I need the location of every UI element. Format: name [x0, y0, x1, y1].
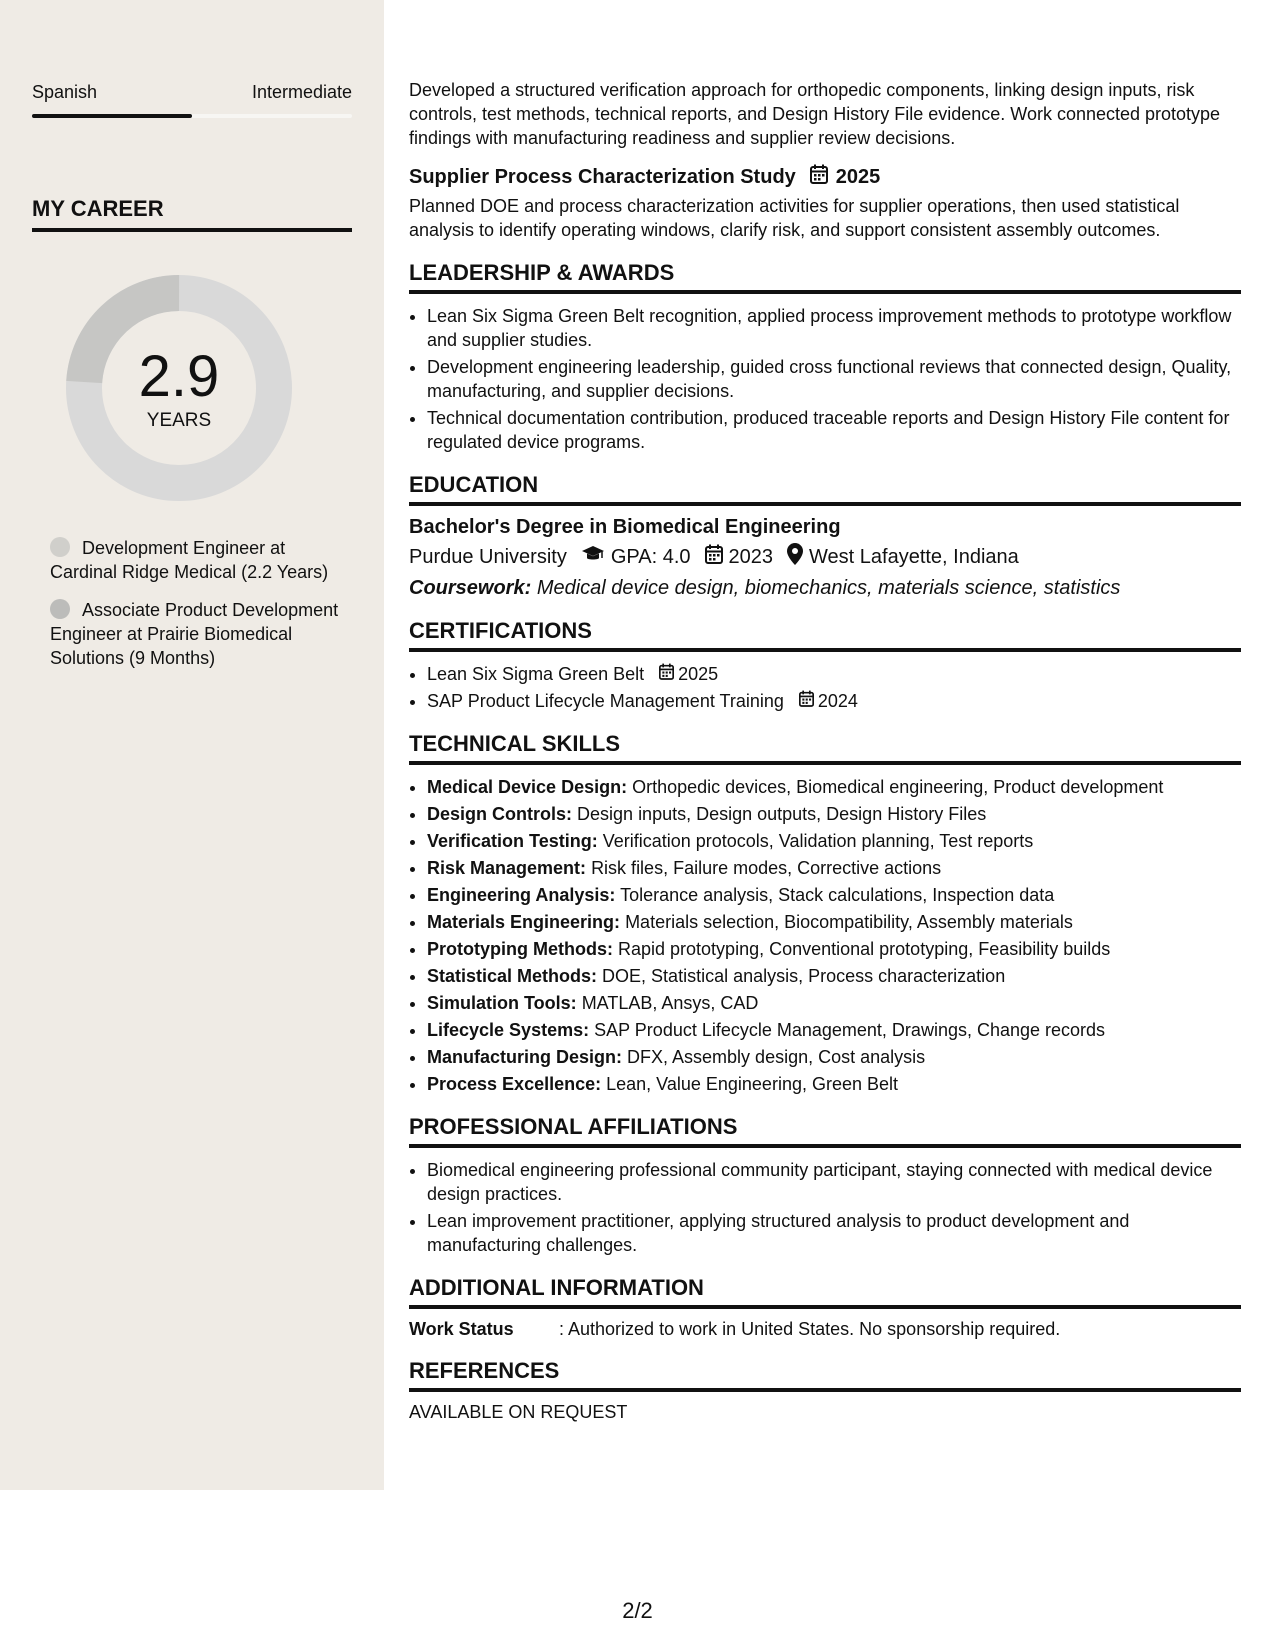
language-name: Spanish [32, 82, 98, 102]
career-legend-dot [50, 537, 70, 557]
sidebar [0, 0, 384, 1490]
education-year: 2023 [728, 545, 774, 568]
skill-value: Lean, Value Engineering, Green Belt [606, 1074, 899, 1094]
language-level: Intermediate [251, 82, 352, 102]
skill-label: Risk Management: [427, 858, 587, 878]
coursework-label: Coursework: [409, 577, 532, 599]
language-proficiency-bar [32, 114, 352, 118]
skill-value: Rapid prototyping, Conventional prototyping, Feasibility builds [618, 939, 1111, 959]
skill-label: Prototyping Methods: [427, 939, 613, 959]
list-item [427, 910, 1241, 934]
skill-value: Design inputs, Design outputs, Design History Files [577, 804, 987, 824]
certifications-heading: CERTIFICATIONS [409, 618, 1241, 652]
list-item [427, 802, 1241, 826]
certifications-list [409, 662, 1241, 713]
list-item: • Lean improvement practitioner, applying structured analysis to product development and manufacturing challenges. [427, 1209, 1241, 1257]
skills-list [409, 775, 1241, 1096]
skill-label: Design Controls: [427, 804, 573, 824]
skill-value: Orthopedic devices, Biomedical engineering, Product development [632, 777, 1164, 797]
skill-value: SAP Product Lifecycle Management, Drawings, Change records [594, 1020, 1106, 1040]
skill-label: Materials Engineering: [427, 912, 621, 932]
leadership-heading: LEADERSHIP & AWARDS [409, 260, 1241, 294]
list-item [427, 829, 1241, 853]
project-description: Planned DOE and process characterization activities for supplier operations, then used statistical analysis to identify operating windows, clarify risk, and support consistent assembly outcomes. [409, 196, 1180, 240]
career-item-text: Development Engineer at Cardinal Ridge Medical (2.2 Years) [50, 538, 329, 582]
skill-label: Lifecycle Systems: [427, 1020, 590, 1040]
calendar-icon [659, 662, 674, 686]
affiliations-list [409, 1158, 1241, 1257]
language-proficiency-fill [32, 114, 192, 118]
list-item [427, 662, 1241, 686]
affiliations-heading: PROFESSIONAL AFFILIATIONS [409, 1114, 1241, 1148]
skill-value: MATLAB, Ansys, CAD [581, 993, 759, 1013]
references-heading: REFERENCES [409, 1358, 1241, 1392]
project-year: 2025 [835, 165, 881, 188]
references-text: AVAILABLE ON REQUEST [409, 1402, 628, 1422]
skill-value: Tolerance analysis, Stack calculations, Inspection data [620, 885, 1055, 905]
skill-value: Materials selection, Biocompatibility, Assembly materials [625, 912, 1073, 932]
certification-name: Lean Six Sigma Green Belt [427, 664, 645, 684]
skill-label: Simulation Tools: [427, 993, 577, 1013]
list-item [427, 937, 1241, 961]
certification-name: SAP Product Lifecycle Management Training [427, 691, 784, 711]
project-title: Supplier Process Characterization Study [409, 165, 796, 188]
coursework [409, 577, 1241, 600]
additional-info-heading: ADDITIONAL INFORMATION [409, 1275, 1241, 1309]
main-content [409, 78, 1241, 1423]
coursework-value: Medical device design, biomechanics, materials science, statistics [536, 577, 1121, 599]
career-item-text: Associate Product Development Engineer at Prairie Biomedical Solutions (9 Months) [50, 600, 339, 668]
career-item [50, 536, 340, 584]
work-status-value: : Authorized to work in United States. No sponsorship required. [559, 1319, 1061, 1339]
map-pin-icon [787, 543, 803, 571]
work-status-row [409, 1319, 1241, 1340]
list-item [427, 775, 1241, 799]
skill-value: DFX, Assembly design, Cost analysis [627, 1047, 926, 1067]
graduation-cap-icon [581, 545, 605, 569]
education-degree: Bachelor's Degree in Biomedical Engineering [409, 516, 841, 538]
list-item: • Lean Six Sigma Green Belt recognition, applied process improvement methods to prototype workflow and supplier studies. [427, 304, 1241, 352]
certification-year: 2025 [678, 664, 719, 684]
skill-label: Medical Device Design: [427, 777, 628, 797]
leadership-list [409, 304, 1241, 454]
total-years-value: 2.9 [138, 344, 220, 409]
work-status-label: Work Status [409, 1319, 514, 1339]
list-item [427, 991, 1241, 1015]
skill-value: DOE, Statistical analysis, Process characterization [602, 966, 1006, 986]
career-heading: MY CAREER [32, 196, 352, 232]
skill-value: Verification protocols, Validation planning, Test reports [602, 831, 1034, 851]
skill-label: Process Excellence: [427, 1074, 602, 1094]
calendar-icon [799, 689, 814, 713]
list-item [427, 1045, 1241, 1069]
certification-year: 2024 [817, 691, 858, 711]
list-item [427, 883, 1241, 907]
education-school: Purdue University [409, 545, 567, 568]
skill-label: Manufacturing Design: [427, 1047, 623, 1067]
project-title-row [409, 164, 1241, 190]
skill-label: Engineering Analysis: [427, 885, 616, 905]
career-item [50, 598, 340, 670]
career-legend-dot [50, 599, 70, 619]
career-list [50, 536, 340, 684]
skill-value: Risk files, Failure modes, Corrective actions [591, 858, 942, 878]
list-item: • Technical documentation contribution, produced traceable reports and Design History File content for regulated device programs. [427, 406, 1241, 454]
list-item [427, 856, 1241, 880]
page-number: 2/2 [622, 1598, 653, 1623]
education-gpa: GPA: 4.0 [610, 545, 691, 568]
list-item [427, 1018, 1241, 1042]
education-details [409, 543, 1241, 571]
calendar-icon [705, 544, 723, 570]
list-item [427, 964, 1241, 988]
skill-label: Statistical Methods: [427, 966, 598, 986]
education-location: West Lafayette, Indiana [809, 545, 1019, 568]
skill-label: Verification Testing: [427, 831, 598, 851]
list-item [427, 689, 1241, 713]
total-years-unit: YEARS [146, 410, 212, 431]
education-heading: EDUCATION [409, 472, 1241, 506]
skills-heading: TECHNICAL SKILLS [409, 731, 1241, 765]
calendar-icon [810, 164, 828, 190]
intro-paragraph: Developed a structured verification approach for orthopedic components, linking design inputs, risk controls, test methods, technical reports, and Design History File evidence. Work connected prototype findings with manufacturing readiness and supplier review decisions. [409, 80, 1221, 148]
language-row [32, 82, 352, 103]
list-item: • Biomedical engineering professional community participant, staying connected with medical device design practices. [427, 1158, 1241, 1206]
list-item [427, 1072, 1241, 1096]
list-item: • Development engineering leadership, guided cross functional reviews that connected design, Quality, manufacturing, and supplier decisions. [427, 355, 1241, 403]
